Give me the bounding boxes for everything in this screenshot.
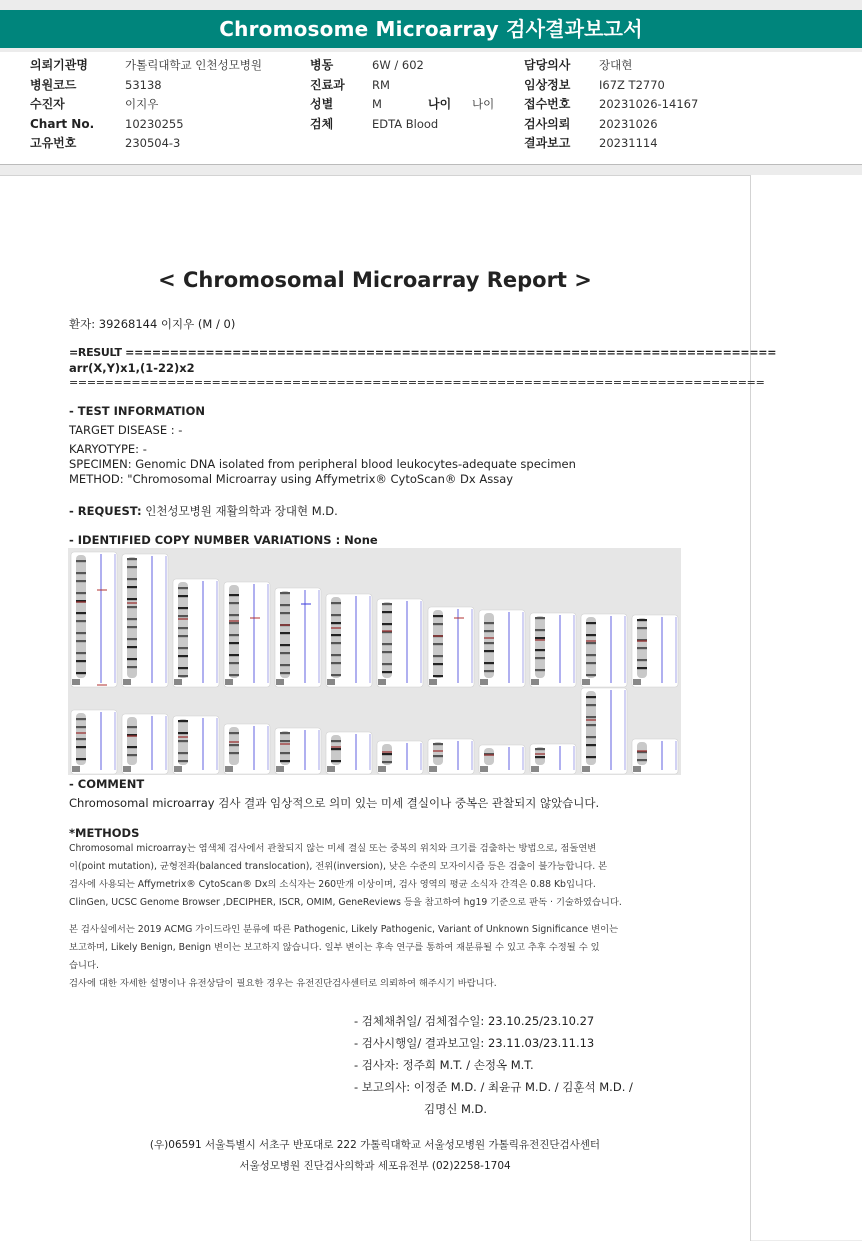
info-value: 가톨릭대학교 인천성모병원 — [125, 58, 262, 72]
methods-line: 이(point mutation), 균형전좌(balanced translocation), 전위(inversion), 낮은 수준의 모자이시즘 등은 검출이 불가능합니다. 본 — [69, 861, 608, 872]
info-value: 장대현 — [599, 58, 633, 72]
sign-line: - 검체채취일/ 검체접수일: 23.10.25/23.10.27 — [354, 1014, 595, 1028]
methods-line: 습니다. — [69, 960, 99, 971]
result-value: arr(X,Y)x1,(1-22)x2 — [69, 361, 195, 375]
request-line — [69, 503, 338, 519]
info-label: 진료과 — [310, 77, 345, 92]
footer-address: (우)06591 서울특별시 서초구 반포대로 222 가톨릭대학교 서울성모병원 가톨릭유전진단검사센터 — [149, 1139, 601, 1151]
karyogram-svg — [68, 548, 681, 775]
request-label: - REQUEST: — [69, 504, 142, 518]
chromosome-panel-4 — [224, 582, 270, 687]
chromosome-panel-13 — [71, 710, 117, 774]
report-heading: < Chromosomal Microarray Report > — [158, 268, 592, 292]
cnv-heading: - IDENTIFIED COPY NUMBER VARIATIONS : None — [69, 533, 378, 547]
info-value: 20231026 — [599, 116, 658, 131]
info-value: 20231114 — [599, 136, 658, 150]
info-label: 담당의사 — [524, 58, 571, 72]
methods-line: 검사에 대한 자세한 설명이나 유전상담이 필요한 경우는 유전진단검사센터로 의뢰하여 해주시기 바랍니다. — [69, 978, 497, 989]
info-value: 230504-3 — [125, 136, 181, 150]
chromosome-panel-11 — [581, 614, 627, 687]
info-value: 10230255 — [125, 116, 184, 131]
chromosome-panel-12 — [632, 615, 678, 687]
sign-line: 김명신 M.D. — [424, 1102, 488, 1116]
chromosome-panel-2 — [122, 554, 168, 687]
info-value: 53138 — [125, 77, 162, 92]
method: METHOD: "Chromosomal Microarray using Affymetrix® CytoScan® Dx Assay — [69, 472, 514, 486]
methods-line: 본 검사실에서는 2019 ACMG 가이드라인 분류에 따른 Pathogenic, Likely Pathogenic, Variant of Unknown Significance 변이는 — [69, 924, 619, 935]
patient-info-panel — [0, 52, 862, 165]
chromosome-panel-6 — [326, 594, 372, 687]
target-disease: TARGET DISEASE : - — [69, 423, 183, 437]
info-value: 6W / 602 — [372, 58, 424, 72]
chromosome-panel-X — [581, 688, 627, 774]
info-label: 의뢰기관명 — [30, 58, 88, 72]
chromosome-panel-18 — [326, 732, 372, 774]
sign-line: - 보고의사: 이정준 M.D. / 최윤규 M.D. / 김훈석 M.D. / — [354, 1080, 633, 1094]
chromosome-panel-Y — [632, 739, 678, 774]
chromosome-panel-22 — [530, 744, 576, 774]
info-label: 결과보고 — [524, 136, 571, 150]
sign-line: - 검사자: 정주희 M.T. / 손정옥 M.T. — [354, 1058, 534, 1072]
chromosome-panel-19 — [377, 741, 423, 774]
methods-line: 검사에 사용되는 Affymetrix® CytoScan® Dx의 소식자는 260만개 이상이며, 검사 영역의 평균 소식자 간격은 0.88 Kb입니다. — [69, 879, 596, 890]
report-page[interactable] — [0, 175, 777, 1241]
karyotype: KARYOTYPE: - — [69, 442, 147, 456]
info-label: 고유번호 — [30, 136, 77, 150]
info-label: 병원코드 — [30, 77, 77, 92]
info-label: 접수번호 — [524, 97, 571, 111]
info-label: 성별 — [310, 97, 334, 111]
test-information-heading: - TEST INFORMATION — [69, 404, 205, 418]
methods-paragraph-1 — [69, 840, 622, 912]
methods-line: Chromosomal microarray는 염색체 검사에서 관찰되지 않는 미세 결실 또는 중복의 위치와 크기를 검출하는 방법으로, 점돌연변 — [69, 843, 597, 854]
info-label: 나이 — [428, 97, 452, 111]
result-header: =RESULT ========================================================================= — [69, 346, 777, 359]
chromosome-panel-20 — [428, 739, 474, 774]
chromosome-panel-5 — [275, 588, 321, 687]
info-label: 병동 — [310, 58, 334, 72]
right-gutter — [751, 175, 862, 1240]
info-label: 수진자 — [30, 97, 65, 111]
info-value: 나이 — [472, 97, 495, 111]
chromosome-panel-1 — [71, 552, 117, 687]
chromosome-panel-9 — [479, 610, 525, 687]
info-value: I67Z T2770 — [599, 77, 665, 92]
chromosome-panel-16 — [224, 724, 270, 774]
request-value: 인천성모병원 재활의학과 장대현 M.D. — [145, 504, 338, 518]
footer-contact: 서울성모병원 진단검사의학과 세포유전부 (02)2258-1704 — [239, 1160, 511, 1172]
info-label: 검체 — [310, 116, 334, 131]
sign-line: - 검사시행일/ 결과보고일: 23.11.03/23.11.13 — [354, 1036, 595, 1050]
signature-block — [354, 1010, 633, 1120]
result-divider: ============================================================================== — [69, 376, 765, 389]
specimen: SPECIMEN: Genomic DNA isolated from peripheral blood leukocytes-adequate specimen — [69, 457, 576, 471]
info-label: Chart No. — [30, 116, 95, 131]
info-label: 검사의뢰 — [524, 116, 571, 131]
chromosome-panel-7 — [377, 599, 423, 687]
info-label: 임상정보 — [524, 77, 571, 92]
chromosome-panel-15 — [173, 716, 219, 774]
info-value: RM — [372, 77, 390, 92]
karyogram-figure — [68, 548, 681, 775]
info-value: EDTA Blood — [372, 116, 439, 131]
methods-heading: *METHODS — [69, 826, 140, 840]
methods-line: ClinGen, UCSC Genome Browser ,DECIPHER, ISCR, OMIM, GeneReviews 등을 참고하여 hg19 기준으로 판독 · 기술하였습니다. — [69, 897, 622, 908]
chromosome-panel-17 — [275, 728, 321, 774]
chromosome-panel-8 — [428, 607, 474, 687]
comment-text: Chromosomal microarray 검사 결과 임상적으로 의미 있는 미세 결실이나 중복은 관찰되지 않았습니다. — [69, 796, 600, 810]
info-value: M — [372, 97, 382, 111]
report-title-bar: Chromosome Microarray 검사결과보고서 — [0, 10, 862, 48]
chromosome-panel-14 — [122, 714, 168, 774]
patient-line: 환자: 39268144 이지우 (M / 0) — [69, 317, 236, 331]
methods-line: 보고하며, Likely Benign, Benign 변이는 보고하지 않습니다. 일부 변이는 후속 연구를 통하여 재분류될 수 있고 추후 수정될 수 있 — [69, 942, 600, 953]
comment-heading: - COMMENT — [69, 777, 145, 791]
methods-paragraph-2 — [69, 921, 618, 993]
chromosome-panel-10 — [530, 613, 576, 687]
chromosome-panel-3 — [173, 579, 219, 687]
info-value: 20231026-14167 — [599, 97, 699, 111]
info-value: 이지우 — [125, 97, 159, 111]
chromosome-panel-21 — [479, 745, 525, 774]
